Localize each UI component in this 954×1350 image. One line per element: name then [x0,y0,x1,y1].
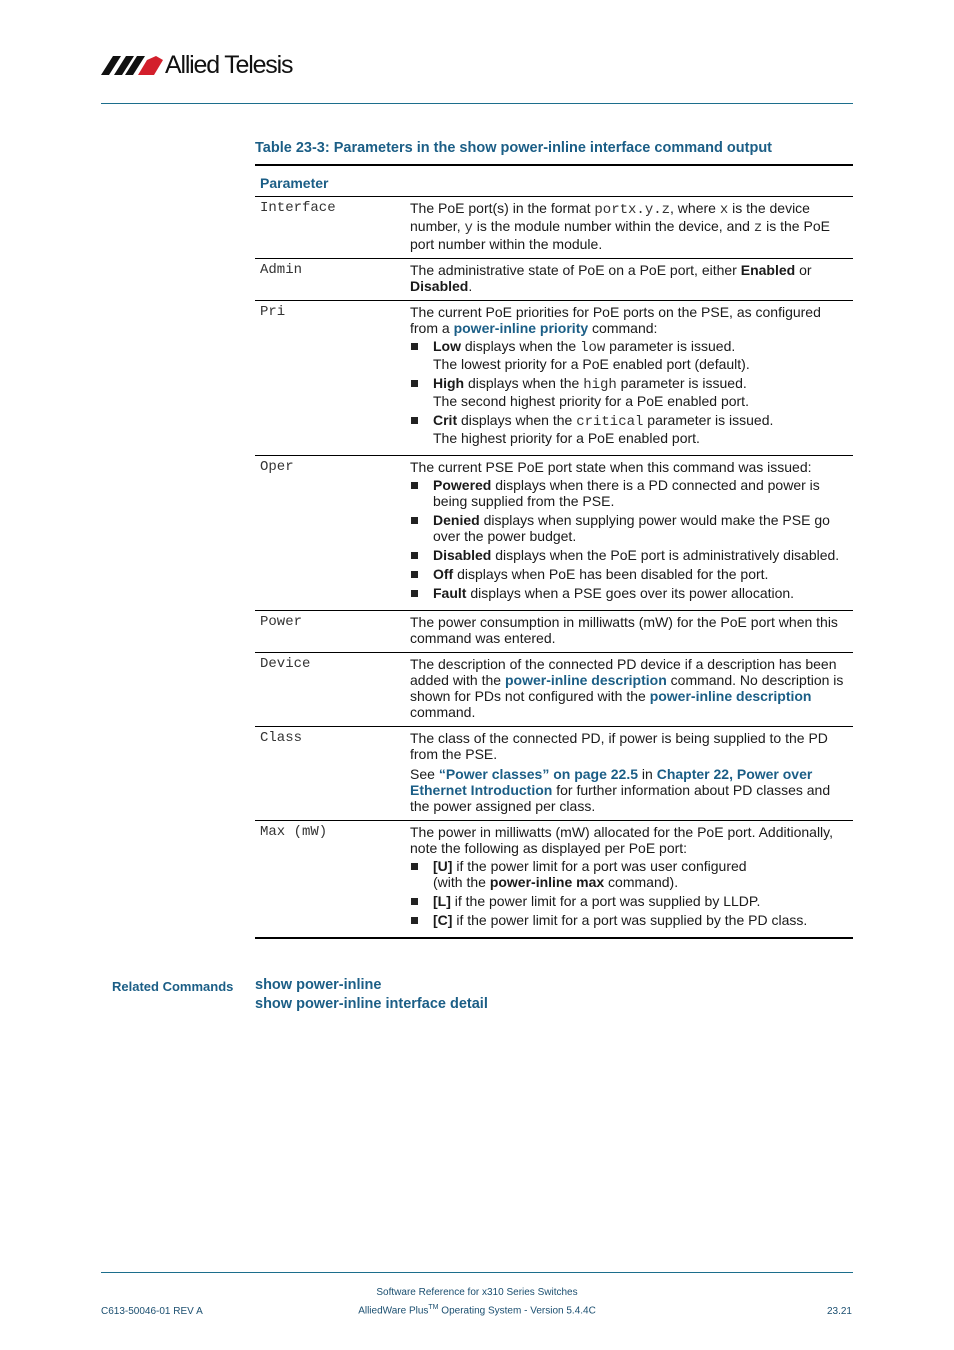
list-item: [C] if the power limit for a port was supplied by the PD class. [410,912,848,928]
param-name: Device [255,653,405,727]
list-item: High displays when the high parameter is issued. The second highest priority for a PoE enabled port. [410,375,848,409]
link-show-power-inline-interface-detail[interactable]: show power-inline interface detail [255,996,488,1012]
list-item: [U] if the power limit for a port was user configured (with the power-inline max command). [410,858,848,890]
link-power-inline-priority[interactable]: power-inline priority [453,320,589,336]
logo-text: Allied Telesis [165,51,293,79]
list-item: Crit displays when the critical parameter is issued. The highest priority for a PoE enabled port. [410,412,848,446]
table-row-pri [255,301,853,456]
related-commands-label: Related Commands [112,979,234,994]
footer-page-number: 23.21 [826,1306,852,1317]
bullet-list [410,858,848,928]
param-description: The current PSE PoE port state when this command was issued: Powered displays when there is a PD connected and power is being supplied from the PSE. Denied displays when supplying power would make the PSE go over the power budget. Disabled displays when the PoE port is administratively disabled. Off displays when PoE has been disabled for the port. Fault displays when a PSE goes over its power allocation. [405,456,853,611]
list-item: Denied displays when supplying power would make the PSE go over the power budget. [410,512,848,544]
param-description: The current PoE priorities for PoE ports on the PSE, as configured from a power-inline priority command: Low displays when the low parameter is issued. The lowest priority for a PoE enabled port (default). High displays when the high parameter is issued. The second highest priority for a PoE enabled port. Crit displays when the critical parameter is issued. The highest priority for a PoE enabled port. [405,301,853,456]
link-show-power-inline[interactable]: show power-inline [255,977,382,993]
param-description: The administrative state of PoE on a PoE port, either Enabled or Disabled. [405,259,853,301]
param-name: Pri [255,301,405,456]
param-description: The power in milliwatts (mW) allocated for the PoE port. Additionally, note the following as displayed per PoE port: [U] if the power limit for a port was user configured (with the power-inline max command). [L] if the power limit for a port was supplied by LLDP. [C] if the power limit for a port was supplied by the PD class. [405,821,853,939]
link-chapter-22[interactable]: Chapter 22, Power over Ethernet Introduction [410,766,813,798]
class-description: The class of the connected PD, if power is being supplied to the PD from the PSE. [410,730,828,762]
footer-os-version: AlliedWare Plus™ Operating System - Version 5.4.4C [358,1304,596,1317]
parameters-table [255,164,853,939]
column-header-parameter: Parameter [255,165,853,197]
class-see-also: See “Power classes” on page 22.5 in Chapter 22, Power over Ethernet Introduction for further information about PD classes and the power assigned per class. [410,766,831,814]
table-header-row [255,165,853,197]
list-item: Disabled displays when the PoE port is administratively disabled. [410,547,848,563]
footer-doc-id: C613-50046-01 REV A [101,1306,203,1317]
param-name: Class [255,727,405,821]
table-row-power [255,611,853,653]
table-row-admin [255,259,853,301]
footer-rule [101,1272,853,1273]
param-description [405,727,853,821]
table-title: Table 23-3: Parameters in the show power-inline interface command output [255,140,773,156]
link-power-inline-description[interactable]: power-inline description [504,672,667,688]
bullet-list [410,477,848,601]
allied-telesis-logo-icon [101,54,163,76]
list-item: Low displays when the low parameter is issued. The lowest priority for a PoE enabled port (default). [410,338,848,372]
list-item: Fault displays when a PSE goes over its power allocation. [410,585,848,601]
param-name: Interface [255,197,405,259]
bullet-list [410,338,848,446]
table-row-interface [255,197,853,259]
list-item: Off displays when PoE has been disabled for the port. [410,566,848,582]
footer-title: Software Reference for x310 Series Switches [376,1287,578,1298]
allied-telesis-logo [101,50,292,80]
table-row-oper [255,456,853,611]
param-name: Max (mW) [260,824,328,840]
param-name: Power [255,611,405,653]
param-description: The power consumption in milliwatts (mW) for the PoE port when this command was entered. [405,611,853,653]
param-name: Oper [255,456,405,611]
param-description: The description of the connected PD device if a description has been added with the power-inline description command. No description is shown for PDs not configured with the power-inline description command. [405,653,853,727]
link-power-classes[interactable]: “Power classes” on page 22.5 [438,766,639,782]
list-item: Powered displays when there is a PD connected and power is being supplied from the PSE. [410,477,848,509]
list-item: [L] if the power limit for a port was supplied by LLDP. [410,893,848,909]
table-row-device [255,653,853,727]
link-power-inline-description[interactable]: power-inline description [649,688,812,704]
table-row-max-mw [255,821,853,939]
header-rule [101,103,853,104]
param-name: Admin [255,259,405,301]
table-row-class [255,727,853,821]
param-description: The PoE port(s) in the format portx.y.z, where x is the device number, y is the module number within the device, and z is the PoE port number within the module. [405,197,853,259]
